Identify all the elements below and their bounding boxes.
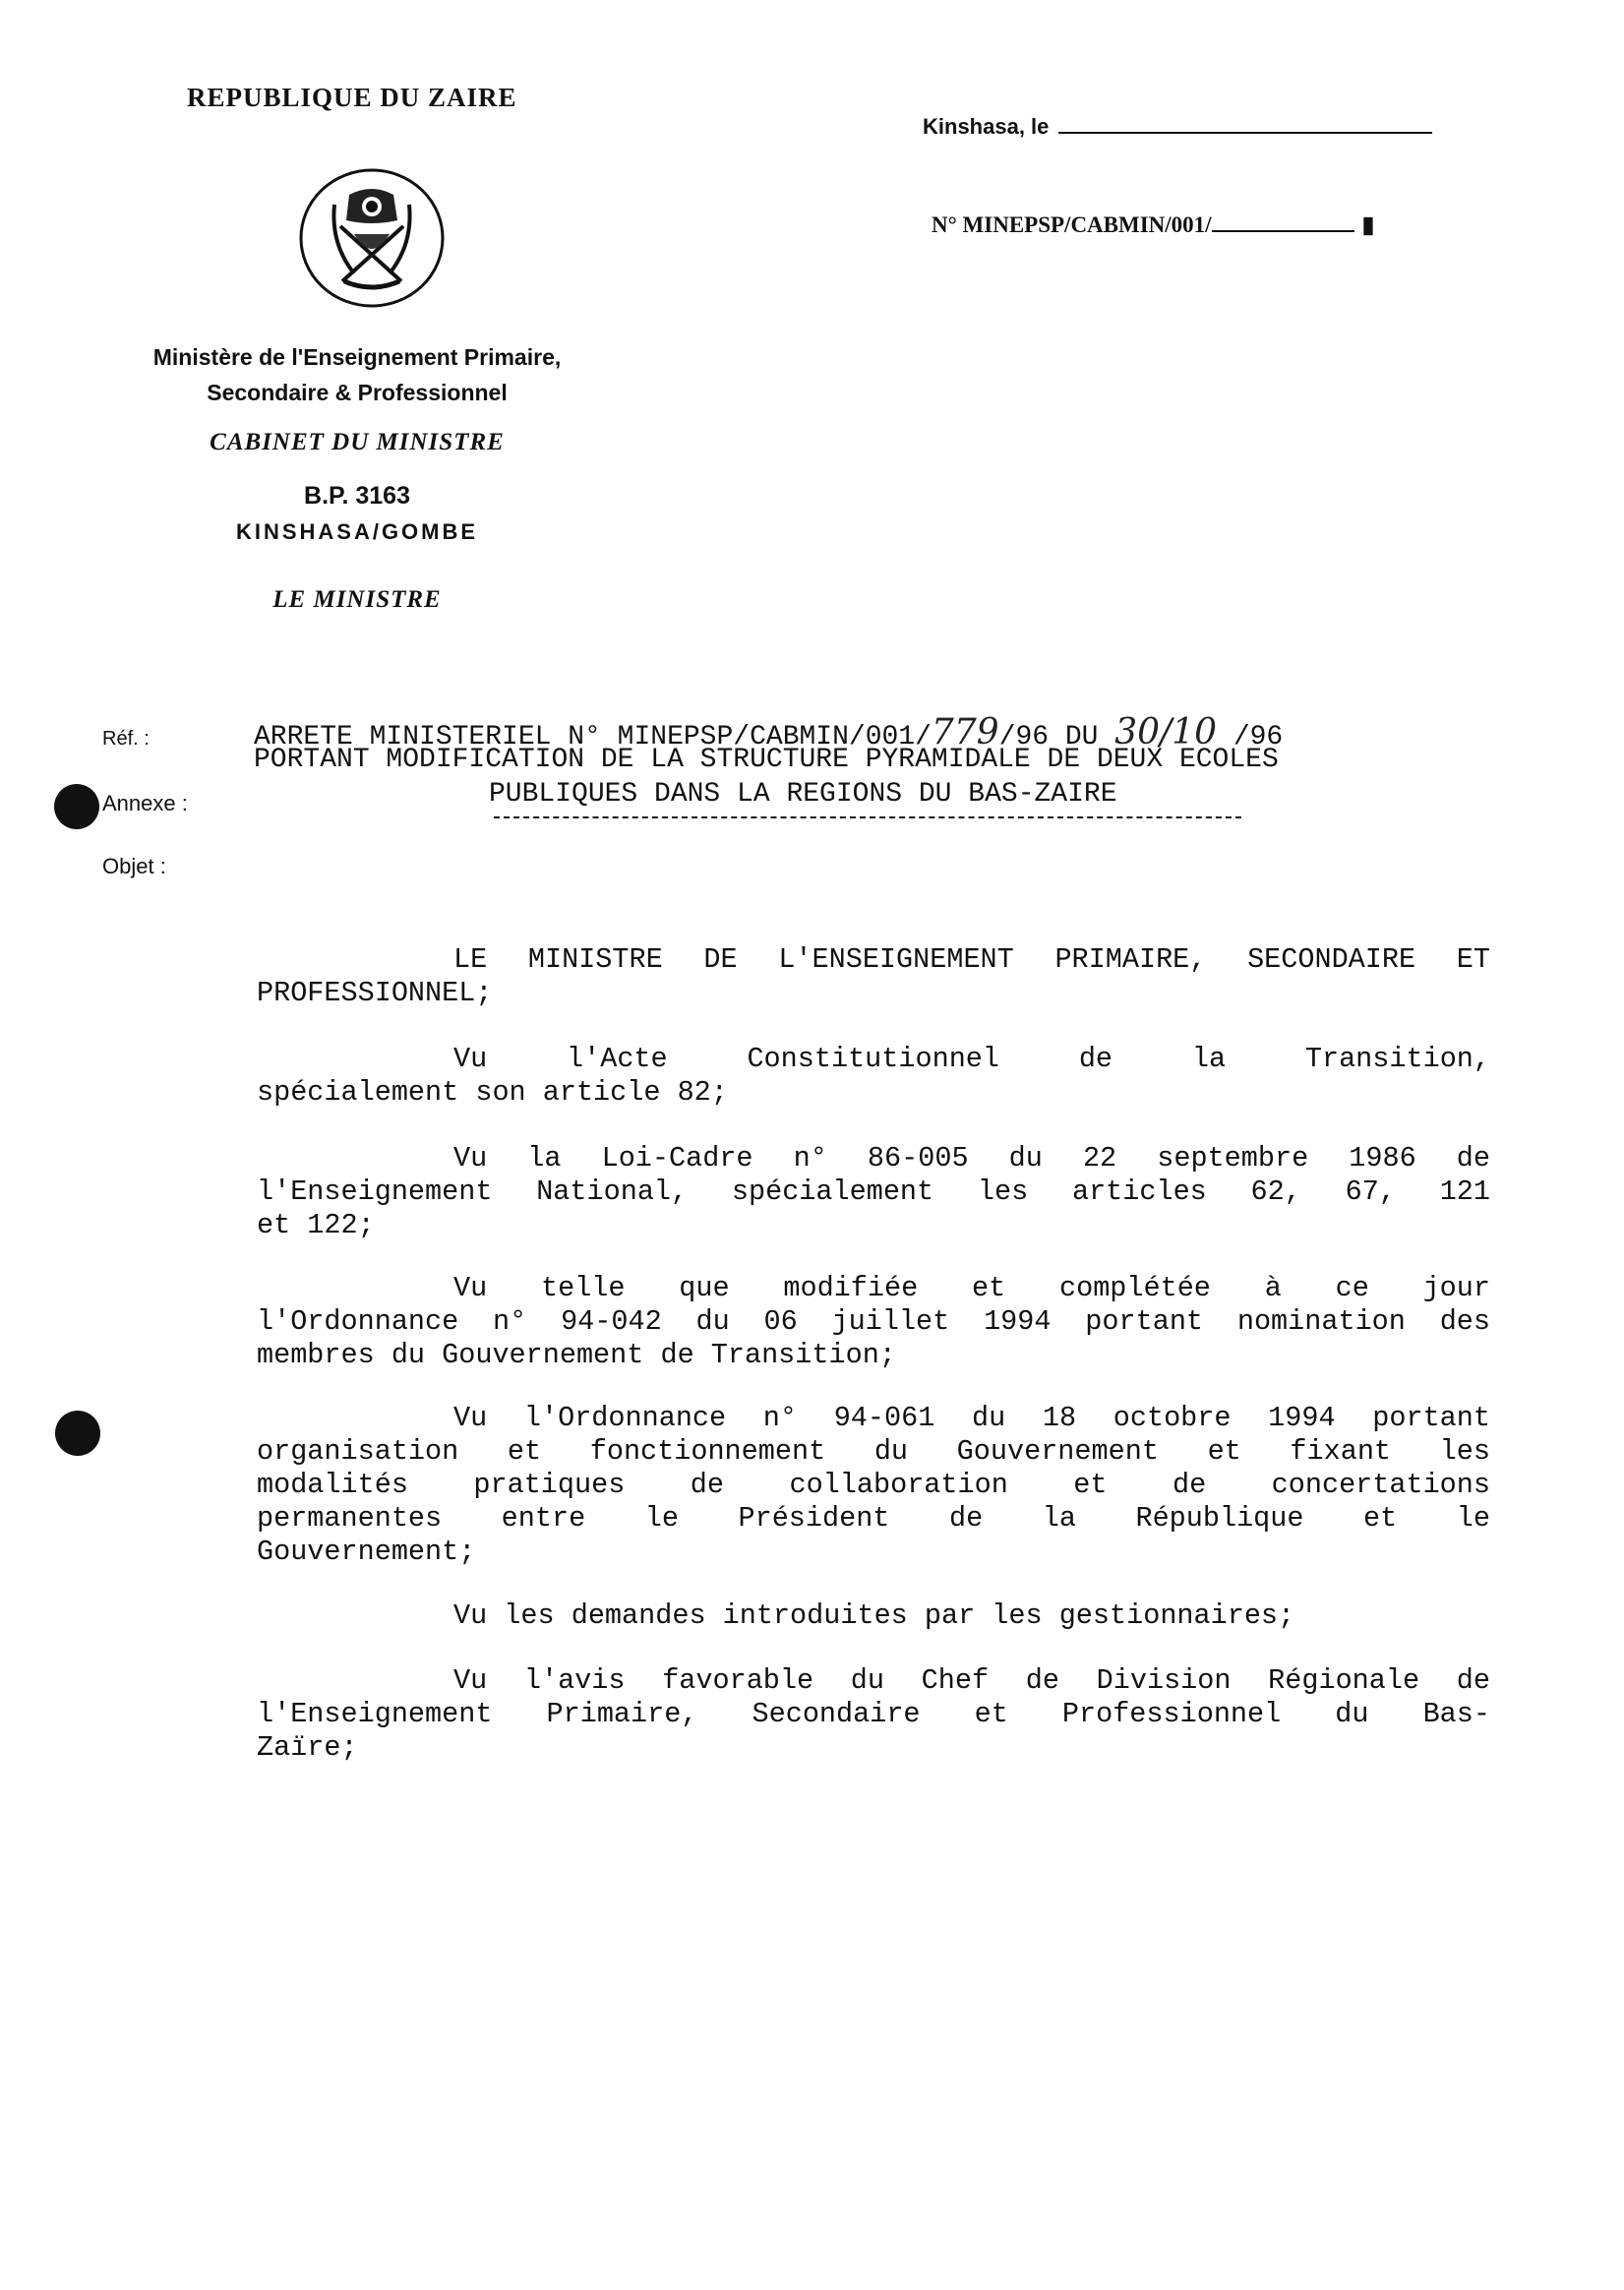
paragraph-line: organisation et fonctionnement du Gouvernement et fixant les [257,1435,1490,1468]
republic-name: REPUBLIQUE DU ZAIRE [187,83,517,112]
ref-label: Réf. : [102,728,150,750]
paragraph-line: Vu les demandes introduites par les gestionnaires; [453,1599,1295,1632]
decree-number-prefix: ARRETE MINISTERIEL N° MINEPSP/CABMIN/001/ [254,722,932,753]
paragraph-ordonnance-94-042 [257,1272,1490,1372]
paragraph-line: l'Ordonnance n° 94-042 du 06 juillet 1994 portant nomination des [257,1305,1490,1338]
paragraph-line: Gouvernement; [257,1536,476,1568]
place-date-label: Kinshasa, le [923,114,1050,139]
paragraph-line: et 122; [257,1209,375,1241]
date-blank-line [1058,116,1432,134]
po-box: B.P. 3163 [304,482,410,510]
hole-punch-mark [54,784,99,829]
title-underline [494,816,1241,818]
paragraph-ordonnance-94-061 [257,1402,1490,1569]
coat-of-arms-emblem [295,165,449,311]
paragraph-line: Vu la Loi-Cadre n° 86-005 du 22 septembre 1986 de [453,1142,1490,1175]
paragraph-demandes [257,1599,1490,1633]
paragraph-line: Vu telle que modifiée et complétée à ce jour [453,1272,1490,1304]
paragraph-acte-constitutionnel [257,1043,1490,1110]
decree-title-suffix: /96 [1217,722,1284,753]
paragraph-line: permanentes entre le Président de la République et le [257,1502,1490,1535]
handwritten-decree-date: 30/10 [1114,712,1218,753]
ministry-name-line-1: Ministère de l'Enseignement Primaire, [152,344,562,370]
decree-title-middle: /96 DU [998,722,1115,753]
objet-label: Objet : [102,854,166,878]
paragraph-line: Vu l'avis favorable du Chef de Division Régionale de [453,1664,1490,1697]
handwritten-decree-number: 779 [931,712,999,753]
paragraph-line: Vu l'Acte Constitutionnel de la Transition, [453,1043,1490,1075]
place-date-field [923,114,1432,140]
paragraph-line: membres du Gouvernement de Transition; [257,1339,896,1371]
mark-icon: ▮ [1361,212,1375,237]
paragraph-line: PROFESSIONNEL; [257,977,493,1009]
paragraph-loi-cadre [257,1142,1490,1242]
reference-number-field [932,212,1374,238]
paragraph-line: l'Enseignement National, spécialement les articles 62, 67, 121 [257,1175,1490,1208]
paragraph-avis-favorable [257,1664,1490,1765]
city-line: KINSHASA/GOMBE [235,519,479,544]
paragraph-line: l'Enseignement Primaire, Secondaire et Professionnel du Bas- [257,1698,1490,1730]
annexe-label: Annexe : [102,791,188,815]
paragraph-line: Vu l'Ordonnance n° 94-061 du 18 octobre 1994 portant [453,1402,1490,1434]
signatory-heading: LE MINISTRE [272,586,442,613]
decree-title-line-2: PORTANT MODIFICATION DE LA STRUCTURE PYRAMIDALE DE DEUX ECOLES [254,745,1279,775]
hole-punch-mark [55,1411,100,1456]
decree-title-line-3: PUBLIQUES DANS LA REGIONS DU BAS-ZAIRE [489,779,1117,810]
cabinet-heading: CABINET DU MINISTRE [210,429,505,455]
paragraph-line: spécialement son article 82; [257,1076,728,1109]
ministry-name-line-2: Secondaire & Professionnel [207,380,508,405]
paragraph-minister [257,943,1490,1010]
paragraph-line: modalités pratiques de collaboration et de concertations [257,1469,1490,1501]
paragraph-line: Zaïre; [257,1731,358,1764]
reference-number-label: N° MINEPSP/CABMIN/001/ [932,212,1212,237]
reference-blank-line [1212,212,1354,232]
paragraph-line: LE MINISTRE DE L'ENSEIGNEMENT PRIMAIRE, SECONDAIRE ET [453,943,1490,976]
